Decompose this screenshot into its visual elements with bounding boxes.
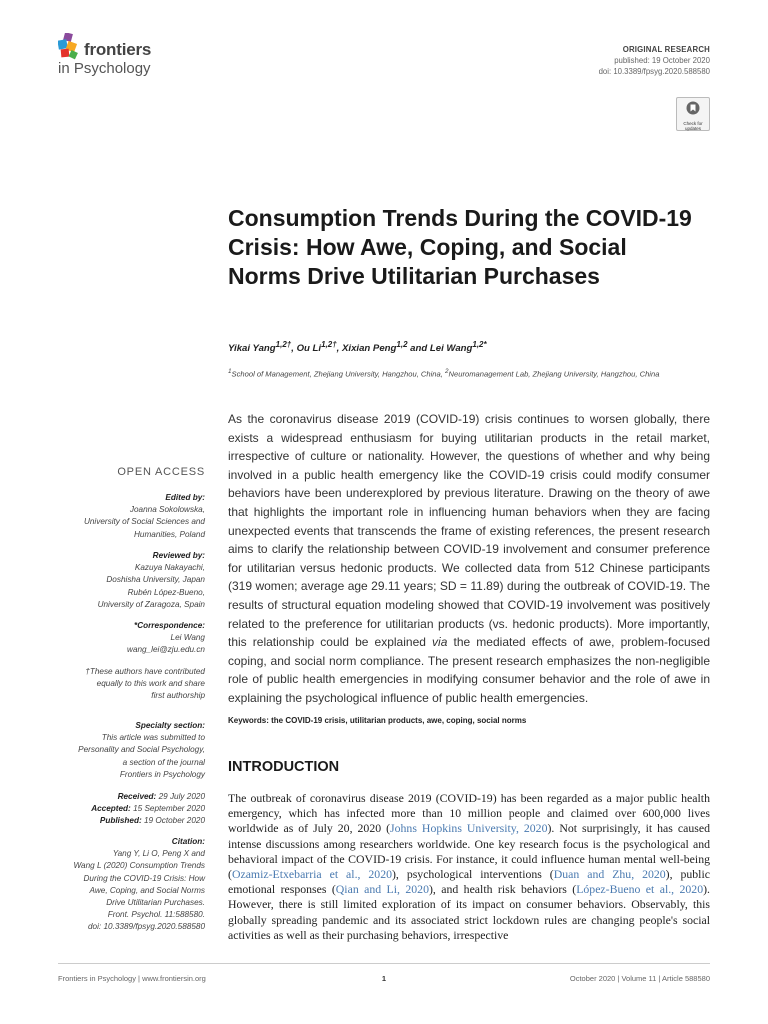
editor-info (0, 492, 205, 541)
abstract-text: As the coronavirus disease 2019 (COVID-19) crisis continues to worsen globally, there exists a widespread enthusiasm for buying utilitarian products in the retail market, irrespective of culture or nationality. However, the questions of whether and why being involved in a public health emergency like the COVID-19 crisis could modify consumer behaviors have been underexplored by previous literature. Drawing on the theory of awe that highlights the important role in influencing human behaviors when they are facing unexpected events that transcends the frame of existing references, the present research aims to clarify the relationship between COVID-19 involvement and consumer preference for utilitarian versus hedonic products. We collected data from 512 Chinese participants (319 women; average age 29.11 years; SD = 11.89) during the outbreak of COVID-19. The results of structural equation modeling showed that COVID-19 involvement was positively related to the preference for utilitarian products (vs. hedonic products). More importantly, this relationship could be explained (228, 412, 710, 650)
check-for-updates-text: Check for updates (683, 121, 703, 131)
author-sup: 1,2* (472, 340, 487, 349)
frontiers-logo-icon (58, 33, 82, 61)
reviewer-line: Rubén López-Bueno, (127, 587, 205, 597)
bookmark-icon (686, 101, 700, 115)
abstract (228, 410, 710, 708)
body-text: ), public emotional responses ( (228, 867, 710, 897)
author-separator: , (336, 343, 342, 355)
author-name[interactable]: Xixian Peng (342, 343, 397, 355)
body-text: ). Not surprisingly, it has caused intense discussions among researchers worldwide. One key research focus is the psychological and behavioral impact of the COVID-19 crisis. For instance, it could influence human mental well-being ( (228, 821, 710, 882)
editor-line: Humanities, Poland (134, 529, 205, 539)
citation-link[interactable]: Ozamiz-Etxebarria et al., 2020 (231, 867, 392, 882)
article-meta (599, 44, 710, 77)
page-number: 1 (381, 974, 387, 983)
citation-link[interactable]: Qian and Li, 2020 (335, 882, 429, 897)
received-label: Received: (117, 792, 157, 801)
citation (0, 836, 205, 934)
affil-sup: 1 (228, 368, 232, 375)
specialty-line: Frontiers in Psychology (119, 769, 205, 779)
footer-divider (58, 963, 710, 964)
citation-link[interactable]: Johns Hopkins University, 2020 (390, 821, 548, 836)
reviewer-info (0, 550, 205, 611)
citation-line: Drive Utilitarian Purchases. (106, 898, 205, 908)
journal-name: frontiers (84, 40, 152, 59)
affiliations (228, 366, 698, 380)
keywords: Keywords: the COVID-19 crisis, utilitarian products, awe, coping, social norms (228, 716, 527, 725)
correspondence-label: *Correspondence: (134, 621, 205, 630)
affil-sup: 2 (444, 368, 449, 375)
correspondence-info (0, 620, 205, 657)
reviewed-by-label: Reviewed by: (152, 551, 205, 560)
edited-by-label: Edited by: (165, 493, 205, 502)
article-title: Consumption Trends During the COVID-19 Crisis: How Awe, Coping, and Social Norms Drive Utilitarian Purchases (228, 205, 692, 289)
author-name[interactable]: Lei Wang (429, 343, 473, 355)
author-separator: , (291, 343, 297, 355)
intro-paragraph (228, 791, 710, 943)
equal-contribution-note (0, 666, 205, 703)
body-text: ), psychological interventions ( (392, 867, 554, 882)
abstract-text: the mediated effects of awe, problem-focused coping, and social norm compliance. The present research emphasizes the non-negligible role of public health emergencies in modifying consumer behavior and the role of awe in explaining the psychological influence of public health emergencies. (228, 635, 711, 705)
reviewer-line: Doshisha University, Japan (106, 575, 205, 585)
citation-line: Yang Y, Li O, Peng X and (112, 849, 205, 859)
body-text: ), and health risk behaviors ( (428, 882, 577, 897)
accepted-label: Accepted: (91, 804, 131, 814)
specialty-line: Personality and Social Psychology, (78, 745, 205, 755)
citation-link[interactable]: López-Bueno et al., 2020 (576, 882, 704, 897)
citation-line: Wang L (2020) Consumption Trends (73, 861, 205, 871)
body-text: The outbreak of coronavirus disease 2019 (COVID-19) has been regarded as a major public health emergency, which has infected more than 10 million people and claimed over 600,000 lives worldwide as of July 20, 2020 ( (228, 791, 710, 836)
body-text: ). However, there is still limited exploration of its impact on consumer behaviors. Observably, this globally spreading pandemic and its associated strict lockdown rules are changing people's social activities as well as their purchasing behaviors, irrespective (228, 882, 710, 942)
published-label: Published: (99, 816, 142, 826)
citation-doi[interactable]: doi: 10.3389/fpsyg.2020.588580 (88, 922, 205, 932)
reviewer-line: Kazuya Nakayachi, (134, 563, 205, 573)
footer-issue: October 2020 | Volume 11 | Article 588580 (569, 974, 710, 983)
citation-line: During the COVID-19 Crisis: How (83, 873, 205, 883)
correspondence-name: Lei Wang (170, 633, 205, 643)
author-name[interactable]: Ou Li (296, 343, 322, 355)
editor-line: Joanna Sokolowska, (129, 505, 205, 515)
specialty-section (0, 720, 205, 781)
note-line: first authorship (151, 691, 205, 701)
author-list (228, 340, 698, 354)
open-access-label: OPEN ACCESS (117, 466, 205, 478)
specialty-line: This article was submitted to (101, 733, 205, 743)
reviewer-line: University of Zaragoza, Spain (97, 599, 205, 609)
abstract-emphasis: via (432, 635, 448, 650)
doi[interactable]: doi: 10.3389/fpsyg.2020.588580 (598, 67, 710, 76)
published-date-sidebar: 19 October 2020 (144, 816, 205, 826)
affiliation: School of Management, Zhejiang University, Hangzhou, China, (231, 369, 445, 379)
citation-link[interactable]: Duan and Zhu, 2020 (553, 867, 666, 882)
correspondence-email[interactable]: wang_lei@zju.edu.cn (127, 645, 205, 655)
note-line: equally to this work and share (96, 679, 205, 689)
author-sup: 1,2 (396, 340, 408, 349)
published-date: published: 19 October 2020 (614, 56, 710, 65)
author-sup: 1,2† (321, 340, 337, 349)
section-heading: INTRODUCTION (228, 759, 340, 775)
citation-line: Awe, Coping, and Social Norms (89, 885, 205, 895)
specialty-label: Specialty section: (135, 721, 205, 730)
affiliation: Neuromanagement Lab, Zhejiang University, Hangzhou, China (448, 369, 660, 379)
article-type: ORIGINAL RESEARCH (622, 45, 710, 54)
dates (0, 791, 205, 828)
author-sup: 1,2† (275, 340, 292, 349)
author-name[interactable]: Yikai Yang (228, 343, 276, 355)
editor-line: University of Social Sciences and (83, 517, 205, 527)
citation-line: Front. Psychol. 11:588580. (107, 910, 205, 920)
citation-label: Citation: (171, 837, 205, 846)
check-for-updates-badge[interactable] (676, 97, 710, 131)
author-separator: and (407, 343, 430, 355)
footer-journal[interactable]: Frontiers in Psychology | www.frontiersin.org (58, 974, 206, 983)
journal-subname: in Psychology (58, 60, 151, 77)
specialty-line: a section of the journal (122, 757, 205, 767)
received-date: 29 July 2020 (158, 792, 205, 801)
note-line: †These authors have contributed (85, 667, 205, 676)
accepted-date: 15 September 2020 (133, 804, 205, 814)
